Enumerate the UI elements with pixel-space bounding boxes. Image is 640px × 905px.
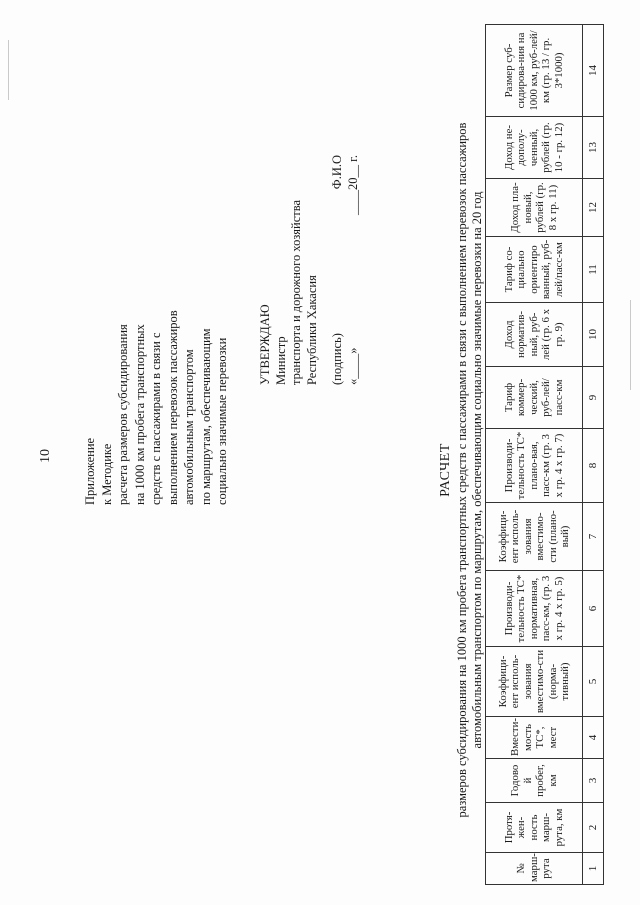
- date-line: [346, 155, 362, 385]
- date-day: «____»: [345, 347, 360, 385]
- approval-heading: УТВЕРЖДАЮ: [258, 304, 272, 385]
- document-subtitle-line: размеров субсидирования на 1000 км пробега транспортных средств с пассажирами в связи с выполнением перевозок пассажиров: [455, 122, 469, 818]
- appendix-line: Приложение: [83, 437, 97, 505]
- column-number-cell: 2: [583, 803, 604, 853]
- scan-artifact: [630, 300, 631, 390]
- table-header-cell: № марш-рута: [486, 853, 583, 885]
- column-number-cell: 7: [583, 503, 604, 571]
- appendix-line: выполнением перевозок пассажиров: [165, 310, 180, 505]
- table-column-number-row: [583, 25, 604, 885]
- column-number-cell: 5: [583, 647, 604, 717]
- appendix-line: средств с пассажирами в связи с: [149, 332, 163, 505]
- document-title: РАСЧЕТ: [438, 443, 453, 497]
- fio-label: Ф.И.О: [330, 155, 344, 190]
- column-number-cell: 8: [583, 429, 604, 503]
- table-header-cell: Коэффици-ент исполь-зования вместимо-сти (норма-тивный): [486, 647, 583, 717]
- table-header-row: [486, 25, 583, 885]
- table-header-cell: Коэффици-ент исполь-зования вместимо-сти (плано-вый): [486, 503, 583, 571]
- table-header-cell: Годово й пробег, км: [486, 759, 583, 803]
- table-header-cell: Доход норматив-ный, руб-лей (гр. 6 х гр. 9): [486, 303, 583, 367]
- table-header-cell: Тариф коммер-ческий, руб-лей/пасс-км: [486, 367, 583, 429]
- appendix-line: социально значимые перевозки: [215, 337, 229, 505]
- approval-line: Министр: [273, 336, 288, 385]
- approval-line: транспорта и дорожного хозяйства: [289, 199, 303, 385]
- table-header-cell: Размер суб-сидирова-ния на 1000 км, руб-лей/км (гр. 13 / гр. 3*1000): [486, 25, 583, 117]
- column-number-cell: 4: [583, 717, 604, 759]
- table-header-cell: Производи-тельность ТС* нормативная, пасс-км, (гр. 3 х гр. 4 х гр. 5): [486, 571, 583, 647]
- column-number-cell: 3: [583, 759, 604, 803]
- calculation-table: [485, 24, 604, 885]
- appendix-line: по маршрутам, обеспечивающим: [198, 328, 213, 505]
- column-number-cell: 10: [583, 303, 604, 367]
- appendix-line: автомобильным транспортом: [182, 349, 196, 505]
- date-year: ____20__ г.: [345, 155, 360, 215]
- table-header-cell: Доход пла-новый, рублей (гр. 8 х гр. 11): [486, 179, 583, 237]
- column-number-cell: 1: [583, 853, 604, 885]
- table-header-cell: Производи-тельность ТС* плано-вая, пасс-км (гр. 3 х гр. 4 х гр. 7): [486, 429, 583, 503]
- column-number-cell: 6: [583, 571, 604, 647]
- appendix-line: на 1000 км пробега транспортных: [132, 324, 147, 505]
- column-number-cell: 14: [583, 25, 604, 117]
- column-number-cell: 11: [583, 237, 604, 303]
- column-number-cell: 13: [583, 117, 604, 179]
- document-subtitle-line: автомобильным транспортом по маршрутам, обеспечивающим социально значимые перевозки на 20 год: [470, 191, 484, 749]
- appendix-line: расчета размеров субсидирования: [116, 324, 130, 505]
- table-header-cell: Вмести-мость ТС*, мест: [486, 717, 583, 759]
- appendix-line: к Методике: [99, 443, 114, 505]
- column-number-cell: 12: [583, 179, 604, 237]
- table-header-cell: Протя-жен-ность марш-рута, км: [486, 803, 583, 853]
- signature-label: (подпись): [330, 333, 344, 385]
- approval-block: [258, 155, 361, 385]
- column-number-cell: 9: [583, 367, 604, 429]
- appendix-header: [82, 155, 231, 505]
- table-header-cell: Тариф со-циально ориентиро ванный, руб-лей/пасс-км: [486, 237, 583, 303]
- document-title-block: [438, 75, 485, 865]
- signature-line: [330, 155, 346, 385]
- scan-artifact: [8, 40, 9, 100]
- page-number: 10: [38, 449, 53, 463]
- table-header-cell: Доход не-дополу-ченный, рублей (гр. 10 - гр. 12): [486, 117, 583, 179]
- approval-line: Республики Хакасия: [304, 275, 319, 385]
